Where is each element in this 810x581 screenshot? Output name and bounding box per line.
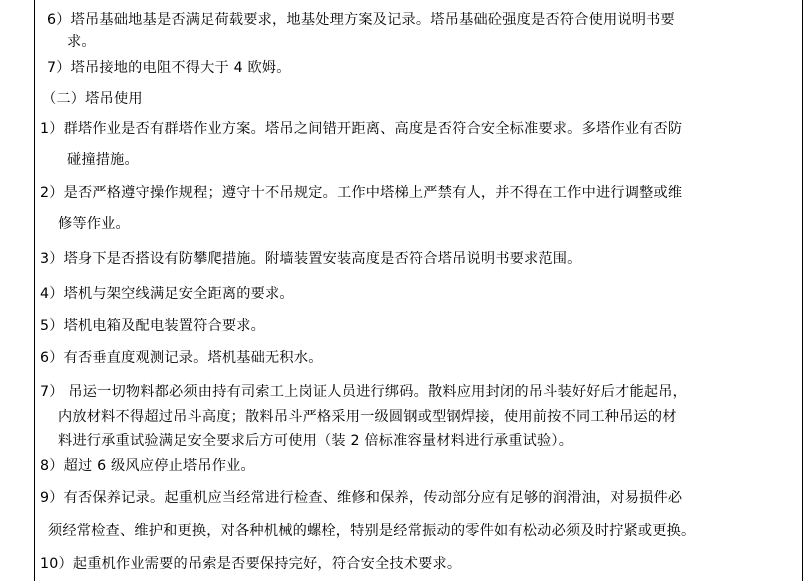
text-line: 碰撞措施。 <box>67 152 139 168</box>
text-line: 料进行承重试验满足安全要求后方可使用（装 2 倍标准容量材料进行承重试验）。 <box>58 433 574 449</box>
text-line: 6）塔吊基础地基是否满足荷载要求，地基处理方案及记录。塔吊基础砼强度是否符合使用说明书要 <box>47 12 675 28</box>
text-line: 1）群塔作业是否有群塔作业方案。塔吊之间错开距离、高度是否符合安全标准要求。多塔作业有否防 <box>40 121 683 137</box>
text-line: 7）塔吊接地的电阻不得大于 4 欧姆。 <box>47 60 291 76</box>
text-line: 9）有否保养记录。起重机应当经常进行检查、维修和保养，传动部分应有足够的润滑油，对易损件必 <box>40 490 683 506</box>
text-line: 10）起重机作业需要的吊索是否要保持完好，符合安全技术要求。 <box>40 556 462 572</box>
section-heading: （二）塔吊使用 <box>42 91 143 107</box>
text-line: 修等作业。 <box>58 216 130 232</box>
text-line: 求。 <box>67 34 96 50</box>
text-line: 8）超过 6 级风应停止塔吊作业。 <box>40 458 255 474</box>
text-line: 6）有否垂直度观测记录。塔机基础无积水。 <box>40 350 323 366</box>
text-line: 2）是否严格遵守操作规程；遵守十不吊规定。工作中塔梯上严禁有人，并不得在工作中进行调整或维 <box>40 185 683 201</box>
text-line: 4）塔机与架空线满足安全距离的要求。 <box>40 286 294 302</box>
text-line: 7） 吊运一切物料都必须由持有司索工上岗证人员进行绑码。散料应用封闭的吊斗装好好后才能起吊， <box>40 384 687 400</box>
text-line: 5）塔机电箱及配电装置符合要求。 <box>40 318 266 334</box>
text-line: 3）塔身下是否搭设有防攀爬措施。附墙装置安装高度是否符合塔吊说明书要求范围。 <box>40 251 582 267</box>
text-line: 内放材料不得超过吊斗高度；散料吊斗严格采用一级圆钢或型钢焊接，使用前按不同工种吊运的材 <box>58 409 677 425</box>
text-line: 须经常检查、维护和更换，对各种机械的螺栓，特别是经常振动的零件如有松动必须及时拧紧或更换。 <box>48 523 696 539</box>
